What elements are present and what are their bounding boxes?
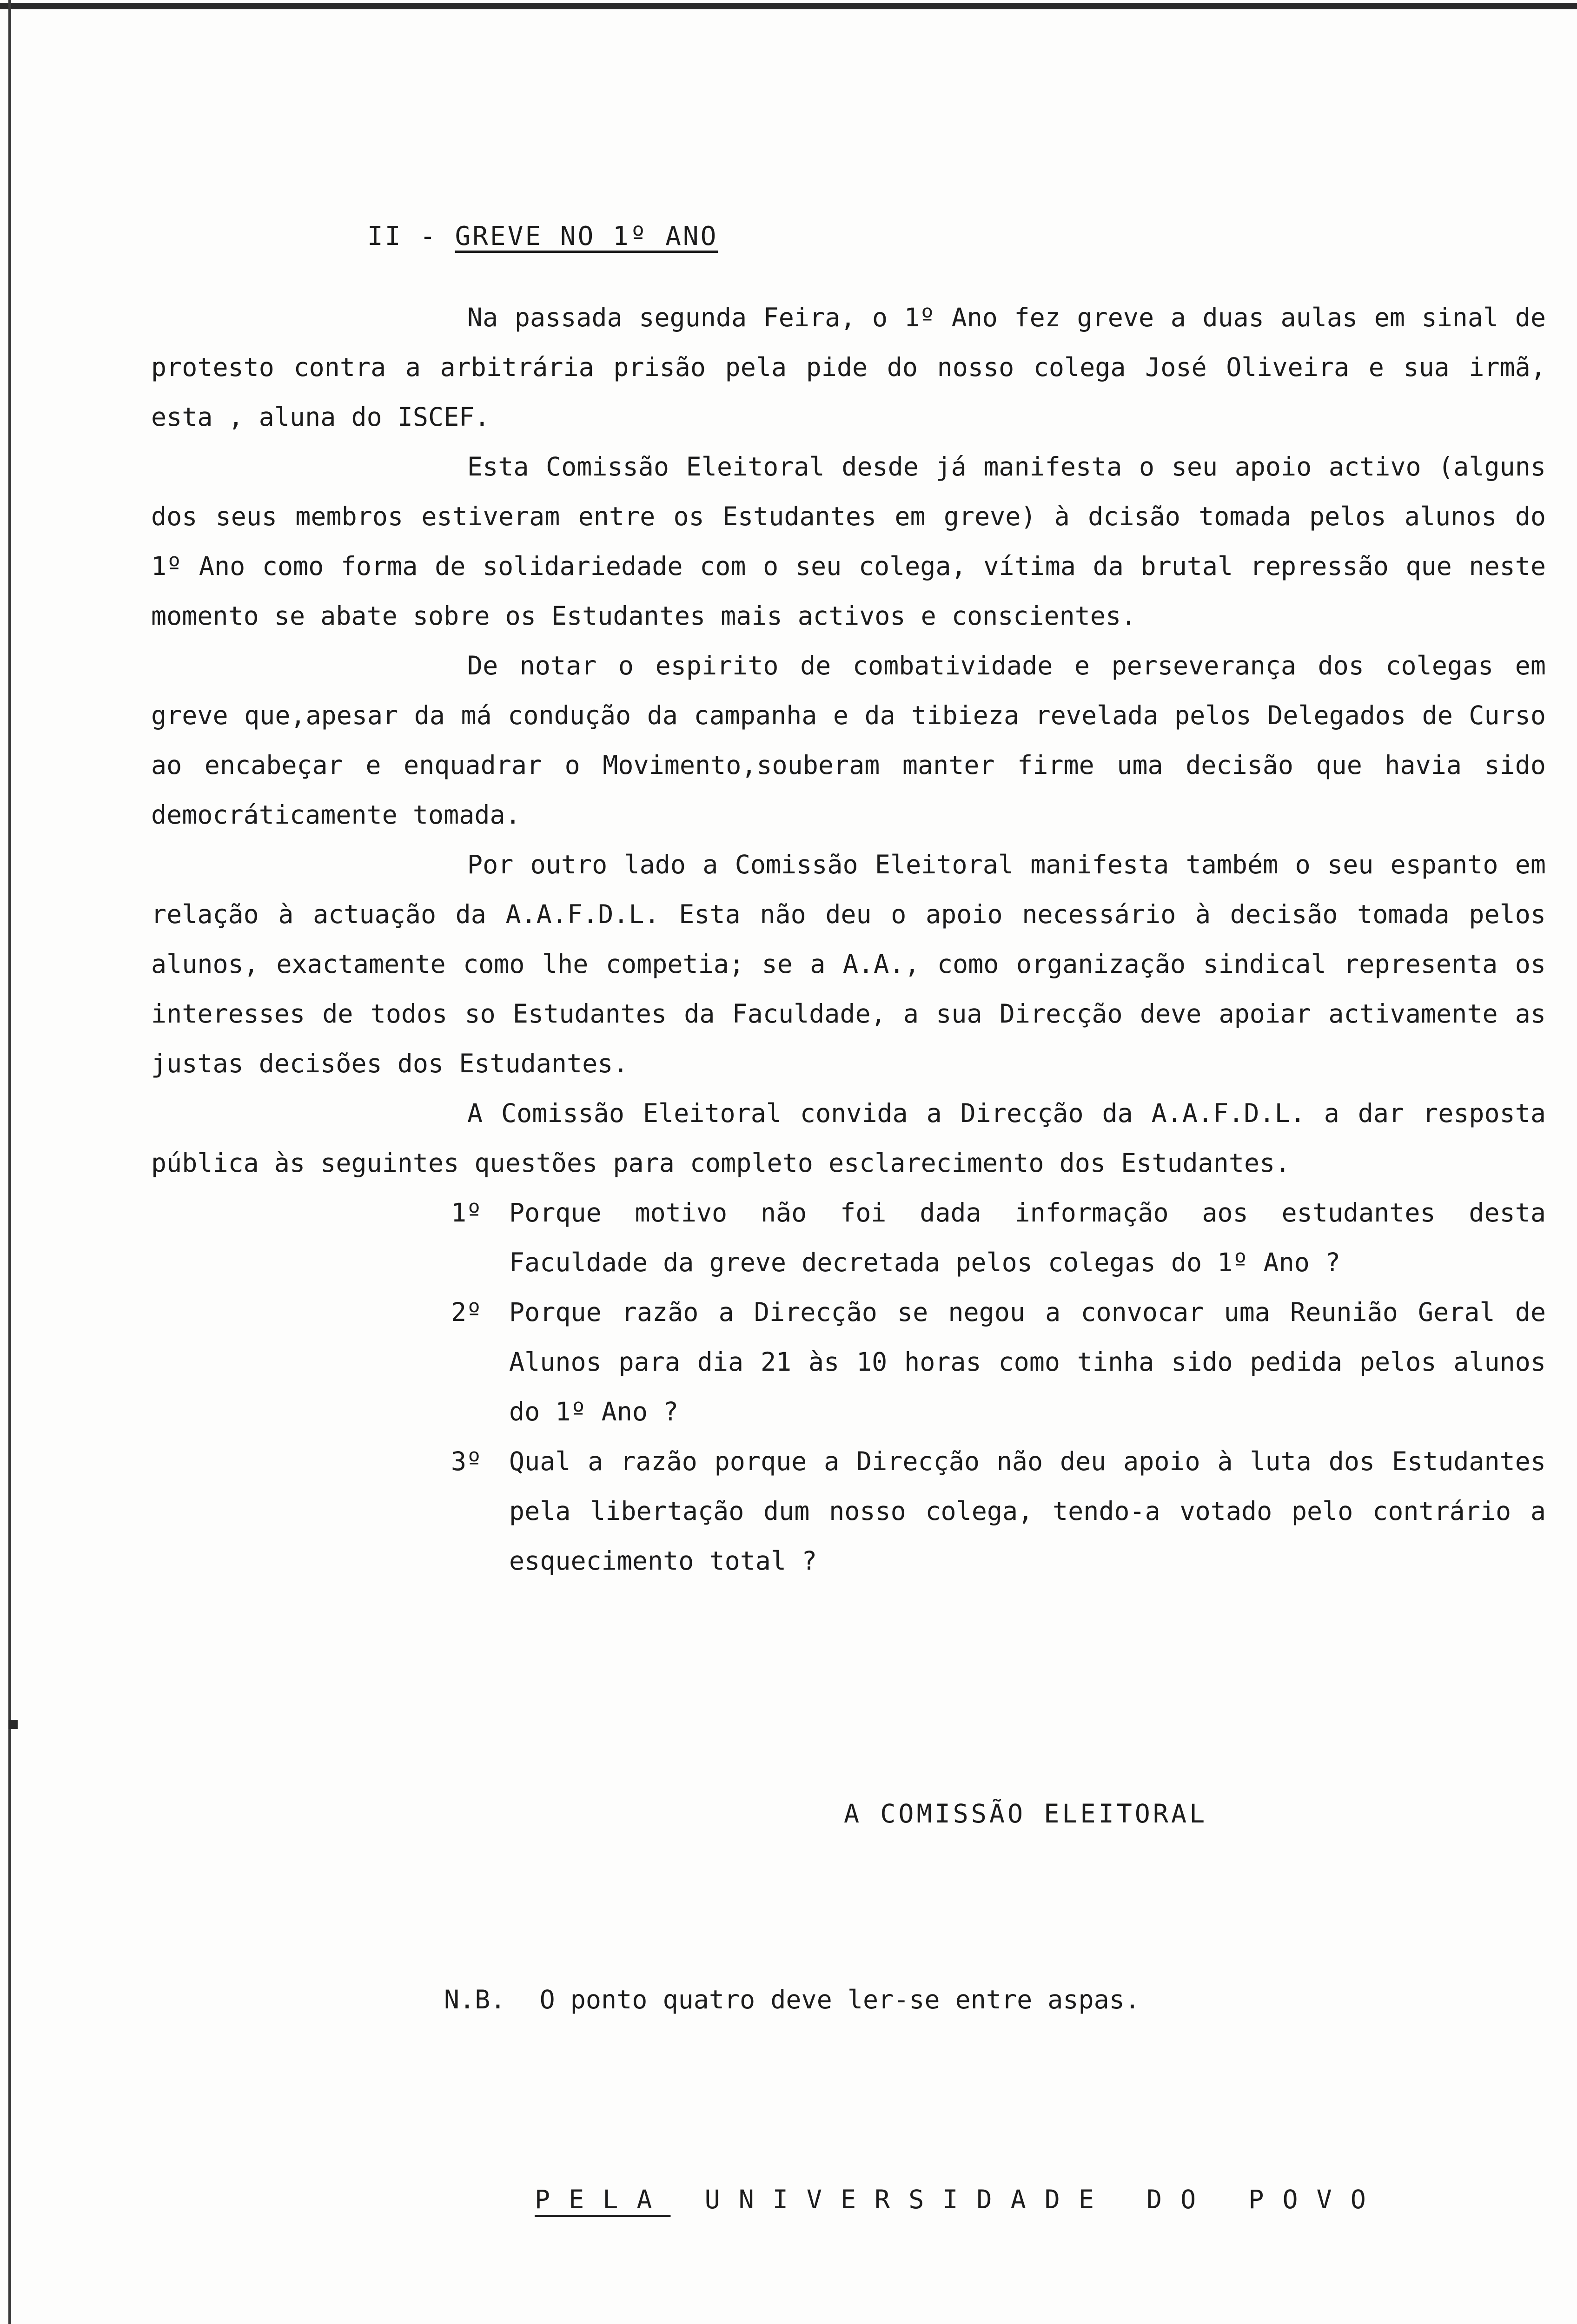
question-text: Porque motivo não foi dada informação aos estudantes desta Faculdade da greve decretada pelos colegas do 1º Ano ? <box>509 1198 1546 1277</box>
section-title: GREVE NO 1º ANO <box>455 221 718 251</box>
paragraph <box>151 840 1546 1089</box>
question-item <box>451 1188 1546 1287</box>
question-item <box>451 1287 1546 1437</box>
paragraph-text: A Comissão Eleitoral convida a Direcção da A.A.F.D.L. a dar resposta pública às seguintes questões para completo esclarecimento dos Estudantes. <box>151 1098 1546 1178</box>
paragraph <box>151 293 1546 442</box>
note-text: O ponto quatro deve ler-se entre aspas. <box>539 1985 1140 2014</box>
document-body <box>151 293 1546 1586</box>
note-label: N.B. <box>444 1985 506 2014</box>
top-border <box>0 3 1577 9</box>
motto-rest: UNIVERSIDADE DO POVO <box>704 2185 1385 2214</box>
note <box>444 1985 1140 2014</box>
paragraph <box>151 641 1546 840</box>
question-number: 2º <box>451 1297 482 1327</box>
question-list <box>451 1188 1546 1586</box>
section-heading <box>367 221 718 251</box>
paragraph-text: De notar o espirito de combatividade e perseverança dos colegas em greve que,apesar da má condução da campanha e da tibieza revelada pelos Delegados de Curso ao encabeçar e enquadrar o Movimento,souberam manter firme uma decisão que havia sido democráticamente tomada. <box>151 651 1546 830</box>
paragraph <box>151 1089 1546 1188</box>
paragraph <box>151 442 1546 641</box>
binding-mark <box>8 1720 18 1729</box>
section-number: II - <box>367 221 437 251</box>
paragraph-text: Por outro lado a Comissão Eleitoral manifesta também o seu espanto em relação à actuação da A.A.F.D.L. Esta não deu o apoio necessário à decisão tomada pelos alunos, exactamente como lhe competia; se a A.A., como organização sindical representa os interesses de todos so Estudantes da Faculdade, a sua Direcção deve apoiar activamente as justas decisões dos Estudantes. <box>151 850 1546 1078</box>
left-border <box>8 0 11 2324</box>
question-number: 1º <box>451 1198 482 1228</box>
question-text: Qual a razão porque a Direcção não deu apoio à luta dos Estudantes pela libertação dum nosso colega, tendo-a votado pelo contrário a esquecimento total ? <box>509 1446 1546 1576</box>
question-text: Porque razão a Direcção se negou a convocar uma Reunião Geral de Alunos para dia 21 às 10 horas como tinha sido pedida pelos alunos do 1º Ano ? <box>509 1297 1546 1426</box>
question-number: 3º <box>451 1446 482 1476</box>
motto-underlined: PELA <box>535 2185 671 2214</box>
paragraph-text: Na passada segunda Feira, o 1º Ano fez greve a duas aulas em sinal de protesto contra a arbitrária prisão pela pide do nosso colega José Oliveira e sua irmã, esta , aluna do ISCEF. <box>151 303 1546 432</box>
paragraph-text: Esta Comissão Eleitoral desde já manifesta o seu apoio activo (alguns dos seus membros estiveram entre os Estudantes em greve) à dcisão tomada pelos alunos do 1º Ano como forma de solidariedade com o seu colega, vítima da brutal repressão que neste momento se abate sobre os Estudantes mais activos e conscientes. <box>151 452 1546 631</box>
motto <box>535 2185 1385 2214</box>
question-item <box>451 1437 1546 1586</box>
signature: A COMISSÃO ELEITORAL <box>844 1799 1208 1829</box>
